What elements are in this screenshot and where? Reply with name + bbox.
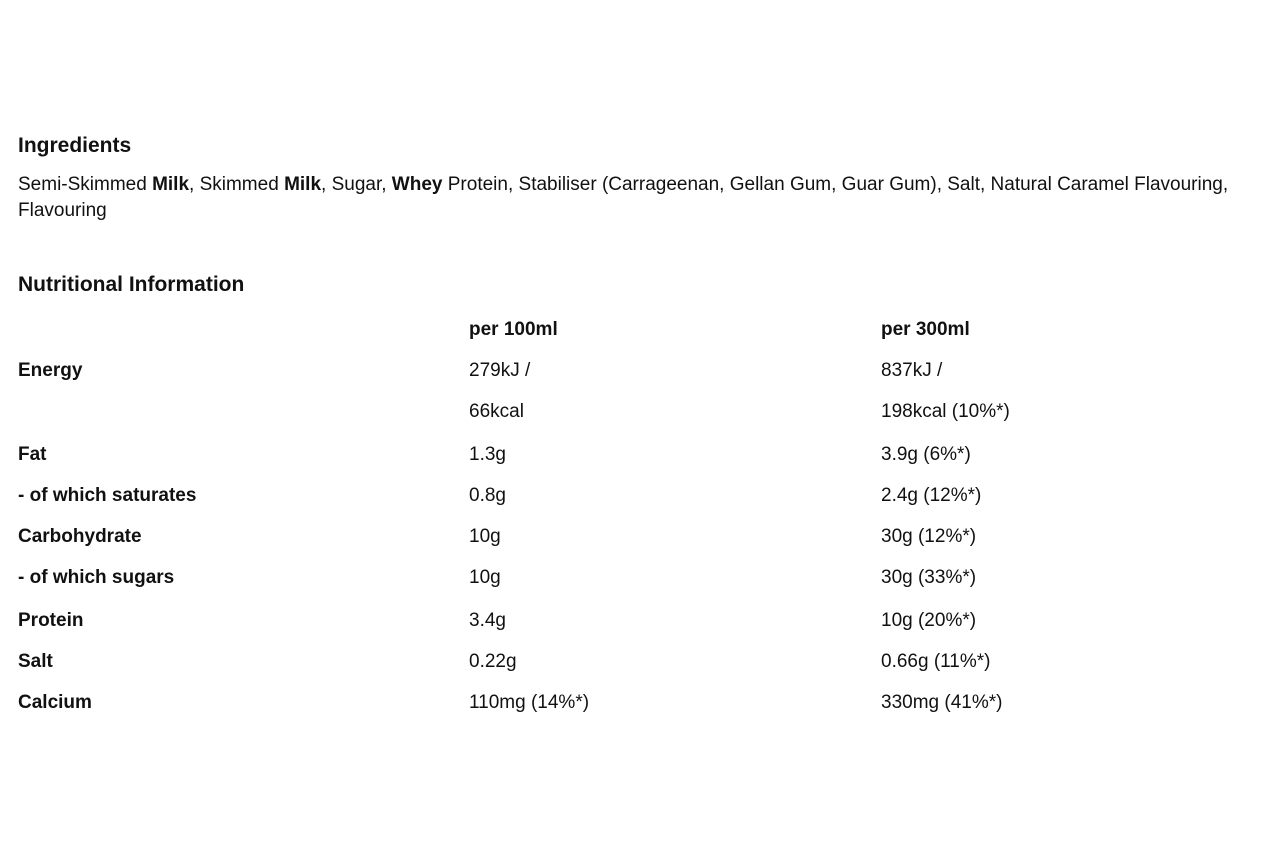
value-per-300ml: 10g (20%*) [881, 610, 977, 631]
value-per-300ml: 837kJ / [881, 360, 943, 381]
value-per-100ml: 1.3g [469, 444, 506, 465]
value-per-300ml: 0.66g (11%*) [881, 651, 991, 672]
nutrition-row [18, 481, 1280, 511]
value-per-300ml: 198kcal (10%*) [881, 401, 1010, 422]
nutrient-label: Carbohydrate [18, 526, 142, 547]
column-header-per-300ml: per 300ml [881, 319, 970, 340]
nutrition-row [18, 688, 1280, 718]
allergen-text: Milk [152, 174, 190, 195]
value-per-100ml: 3.4g [469, 610, 506, 631]
value-per-300ml: 30g (12%*) [881, 526, 977, 547]
nutrition-row [18, 397, 1280, 427]
ingredient-segment: , Sugar, [321, 174, 392, 195]
allergen-text: Whey [391, 174, 443, 195]
ingredient-segment: Semi-Skimmed [18, 174, 153, 195]
nutrient-label: - of which saturates [18, 485, 197, 506]
value-per-100ml: 110mg (14%*) [469, 692, 590, 713]
nutrition-row [18, 563, 1280, 593]
value-per-300ml: 2.4g (12%*) [881, 485, 982, 506]
column-header-per-100ml: per 100ml [469, 319, 558, 340]
value-per-100ml: 10g [469, 567, 501, 588]
nutrient-label: Fat [18, 444, 47, 465]
value-per-300ml: 30g (33%*) [881, 567, 977, 588]
nutrient-label: - of which sugars [18, 567, 175, 588]
value-per-300ml: 3.9g (6%*) [881, 444, 971, 465]
ingredients-heading: Ingredients [18, 134, 132, 157]
nutrient-label: Salt [18, 651, 53, 672]
value-per-100ml: 66kcal [469, 401, 524, 422]
value-per-100ml: 0.22g [469, 651, 517, 672]
nutrient-label: Energy [18, 360, 83, 381]
ingredients-text [18, 172, 1280, 224]
nutrition-row [18, 356, 1280, 386]
nutrient-label: Calcium [18, 692, 92, 713]
ingredient-segment: Protein, Stabiliser (Carrageenan, Gellan Gum, Guar Gum), Salt, Natural Caramel Flavouring, Flavouring [18, 174, 1229, 221]
nutrition-row [18, 647, 1280, 677]
value-per-300ml: 330mg (41%*) [881, 692, 1003, 713]
nutrition-heading: Nutritional Information [18, 273, 245, 296]
nutrition-header-row [18, 315, 1280, 345]
nutrition-row [18, 440, 1280, 470]
value-per-100ml: 10g [469, 526, 501, 547]
nutrient-label: Protein [18, 610, 84, 631]
nutrition-row [18, 522, 1280, 552]
value-per-100ml: 0.8g [469, 485, 506, 506]
nutrition-row [18, 606, 1280, 636]
ingredient-segment: , Skimmed [189, 174, 285, 195]
value-per-100ml: 279kJ / [469, 360, 531, 381]
allergen-text: Milk [284, 174, 322, 195]
